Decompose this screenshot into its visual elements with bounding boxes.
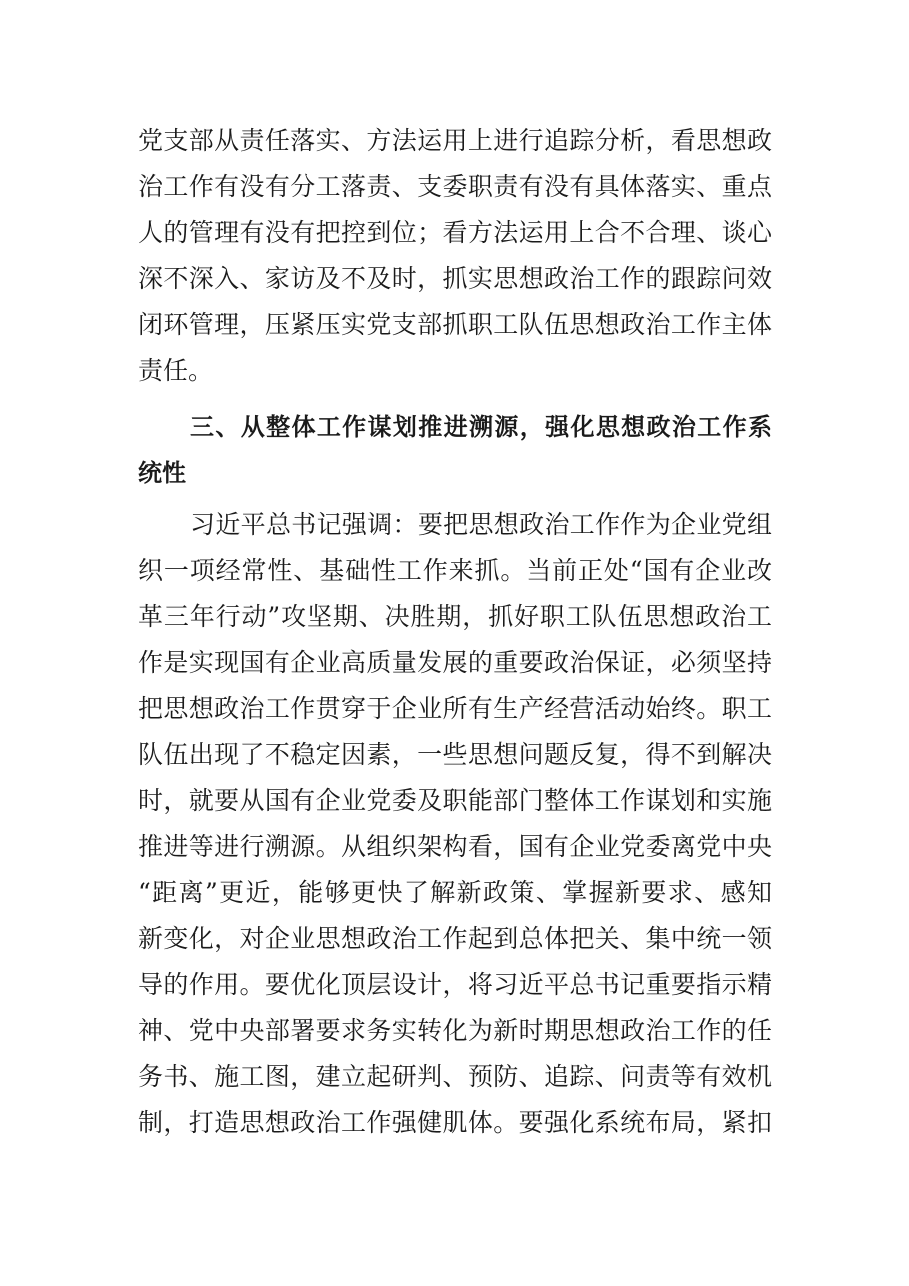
paragraph-2-line-1: 习近平总书记强调：要把思想政治工作作为企业党组	[190, 510, 772, 539]
paragraph-2-line-3: 革三年行动”攻坚期、决胜期，抓好职工队伍思想政治工	[138, 602, 772, 631]
paragraph-2-line-8: 推进等进行溯源。从组织架构看，国有企业党委离党中央	[138, 832, 772, 861]
paragraph-2-line-13: 务书、施工图，建立起研判、预防、追踪、问责等有效机	[138, 1062, 772, 1091]
paragraph-1-line-4: 深不深入、家访及不及时，抓实思想政治工作的跟踪问效	[138, 264, 772, 293]
paragraph-2-line-6: 队伍出现了不稳定因素，一些思想问题反复，得不到解决	[138, 740, 772, 769]
paragraph-2-line-14: 制，打造思想政治工作强健肌体。要强化系统布局，紧扣	[138, 1108, 772, 1137]
paragraph-2-line-9: “距离”更近，能够更快了解新政策、掌握新要求、感知	[138, 878, 772, 907]
paragraph-2-line-7: 时，就要从国有企业党委及职能部门整体工作谋划和实施	[138, 786, 772, 815]
paragraph-2-line-10: 新变化，对企业思想政治工作起到总体把关、集中统一领	[138, 924, 772, 953]
paragraph-1-line-1: 党支部从责任落实、方法运用上进行追踪分析，看思想政	[138, 126, 772, 155]
section-heading-line-1: 三、从整体工作谋划推进溯源，强化思想政治工作系	[190, 413, 772, 441]
paragraph-2-line-11: 导的作用。要优化顶层设计，将习近平总书记重要指示精	[138, 970, 772, 999]
paragraph-2-line-12: 神、党中央部署要求务实转化为新时期思想政治工作的任	[138, 1016, 772, 1045]
paragraph-2-line-2: 织一项经常性、基础性工作来抓。当前正处“国有企业改	[138, 556, 772, 585]
paragraph-2-line-5: 把思想政治工作贯穿于企业所有生产经营活动始终。职工	[138, 694, 772, 723]
paragraph-1-line-6: 责任。	[138, 356, 214, 385]
section-heading-line-2: 统性	[138, 459, 186, 487]
paragraph-1-line-5: 闭环管理，压紧压实党支部抓职工队伍思想政治工作主体	[138, 310, 772, 339]
paragraph-1-line-2: 治工作有没有分工落责、支委职责有没有具体落实、重点	[138, 172, 772, 201]
paragraph-1-line-3: 人的管理有没有把控到位；看方法运用上合不合理、谈心	[138, 218, 772, 247]
paragraph-2-line-4: 作是实现国有企业高质量发展的重要政治保证，必须坚持	[138, 648, 772, 677]
